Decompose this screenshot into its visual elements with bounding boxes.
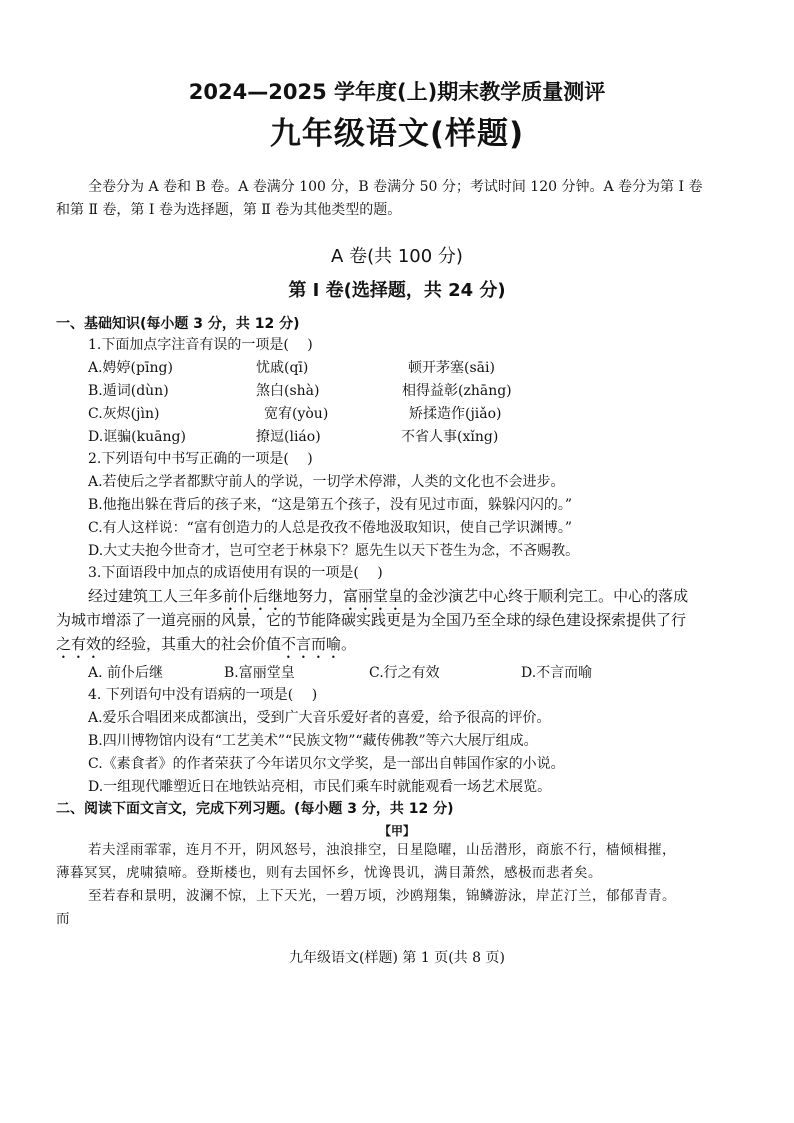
q3-passage-line-2: 为城市增添了一道亮丽的风景，它的节能降碳实践更是为全国乃至全球的绿色建设探索提供了行 — [56, 611, 687, 629]
q2-option-c: C.有人这样说：“富有创造力的人总是孜孜不倦地汲取知识，使自己学识渊博。” — [88, 520, 572, 536]
q3-idiom-fuli: 富丽堂皇 — [343, 587, 404, 605]
q1-option-c-2: 宽宥(yòu) — [264, 406, 329, 422]
part2-heading: 二、阅读下面文言文，完成下列习题。(每小题 3 分，共 12 分) — [56, 801, 454, 817]
q1-stem: 1.下面加点字注音有误的一项是( ) — [88, 337, 313, 353]
q1-option-d-2: 撩逗(liáo) — [256, 429, 321, 445]
q1-option-c-3: 矫揉造作(jiǎo) — [409, 406, 502, 422]
section-a-heading: A 卷(共 100 分) — [331, 246, 463, 267]
q3-passage-line-3: 之有效的经验，其重大的社会价值不言而喻。 — [56, 635, 357, 653]
q1-option-a-1: A.娉婷(pīng) — [88, 360, 173, 376]
q1-option-d-1: D.诓骗(kuāng) — [88, 429, 186, 445]
passage-jia-p2-line1: 至若春和景明，波澜不惊，上下天光，一碧万顷，沙鸥翔集，锦鳞游泳，岸芷汀兰，郁郁青青。 — [88, 888, 676, 904]
q1-option-b-2: 煞白(shà) — [256, 383, 320, 399]
page-footer: 九年级语文(样题) 第 1 页(共 8 页) — [289, 950, 505, 966]
q4-option-a: A.爱乐合唱团来成都演出，受到广大音乐爱好者的喜爱，给予很高的评价。 — [88, 710, 551, 726]
q3-option-a: A. 前仆后继 — [88, 665, 164, 681]
q1-option-d-3: 不省人事(xǐng) — [401, 429, 499, 445]
q3-idiom-buyan: 不言而喻 — [281, 635, 342, 653]
q3-option-c: C.行之有效 — [369, 665, 440, 681]
q1-option-b-1: B.遁词(dùn) — [88, 383, 169, 399]
passage-jia-p2-line2: 而 — [56, 911, 70, 927]
q4-option-c: C.《素食者》的作者荣获了今年诺贝尔文学奖，是一部出自韩国作家的小说。 — [88, 756, 565, 772]
q1-option-b-3: 相得益彰(zhāng) — [402, 383, 512, 399]
q3-passage-line-1: 经过建筑工人三年多前仆后继地努力，富丽堂皇的金沙演艺中心终于顺利完工。中心的落成 — [88, 587, 689, 605]
q4-stem: 4. 下列语句中没有语病的一项是( ) — [88, 687, 318, 703]
volume-1-heading: 第 Ⅰ 卷(选择题，共 24 分) — [288, 280, 506, 301]
exam-term-title: 2024—2025 学年度(上)期末教学质量测评 — [188, 80, 606, 104]
q2-option-d: D.大丈夫抱今世奇才，岂可空老于林泉下？愿先生以天下苍生为念，不吝赐教。 — [88, 543, 580, 559]
exam-subject-title: 九年级语文(样题) — [269, 116, 525, 152]
q3-idiom-qianpu: 前仆后继 — [223, 587, 284, 605]
q4-option-b: B.四川博物馆内设有“工艺美术”“民族文物”“藏传佛教”等六大展厅组成。 — [88, 733, 538, 749]
q1-option-c-1: C.灰烬(jìn) — [88, 406, 160, 422]
intro-line-2: 和第 Ⅱ 卷，第 Ⅰ 卷为选择题，第 Ⅱ 卷为其他类型的题。 — [56, 202, 402, 218]
q3-option-d: D.不言而喻 — [521, 665, 593, 681]
passage-jia-label: 【甲】 — [378, 824, 415, 838]
q2-option-b: B.他拖出躲在背后的孩子来，“这是第五个孩子，没有见过市面，躲躲闪闪的。” — [88, 497, 573, 513]
part1-heading: 一、基础知识(每小题 3 分，共 12 分) — [56, 316, 300, 332]
q3-stem: 3.下面语段中加点的成语使用有误的一项是( ) — [88, 565, 383, 581]
q2-stem: 2.下列语句中书写正确的一项是( ) — [88, 451, 313, 467]
q3-option-b: B.富丽堂皇 — [224, 665, 295, 681]
passage-jia-p1-line1: 若夫淫雨霏霏，连月不开，阴风怒号，浊浪排空，日星隐曜，山岳潜形，商旅不行，樯倾楫摧， — [88, 842, 676, 858]
q1-option-a-3: 顿开茅塞(sāi) — [408, 360, 495, 376]
q2-option-a: A.若使后之学者都默守前人的学说，一切学术停滞，人类的文化也不会进步。 — [88, 474, 565, 490]
q3-idiom-xingzhi: 之有效 — [56, 635, 102, 653]
passage-jia-p1-line2: 薄暮冥冥，虎啸猿啼。登斯楼也，则有去国怀乡，忧谗畏讥，满目萧然，感极而悲者矣。 — [56, 865, 602, 881]
q1-option-a-2: 忧戚(qī) — [256, 360, 309, 376]
intro-line-1: 全卷分为 A 卷和 B 卷。A 卷满分 100 分，B 卷满分 50 分；考试时间 120 分钟。A 卷分为第 Ⅰ 卷 — [88, 179, 703, 195]
q4-option-d: D.一组现代雕塑近日在地铁站亮相，市民们乘车时就能观看一场艺术展览。 — [88, 779, 552, 795]
